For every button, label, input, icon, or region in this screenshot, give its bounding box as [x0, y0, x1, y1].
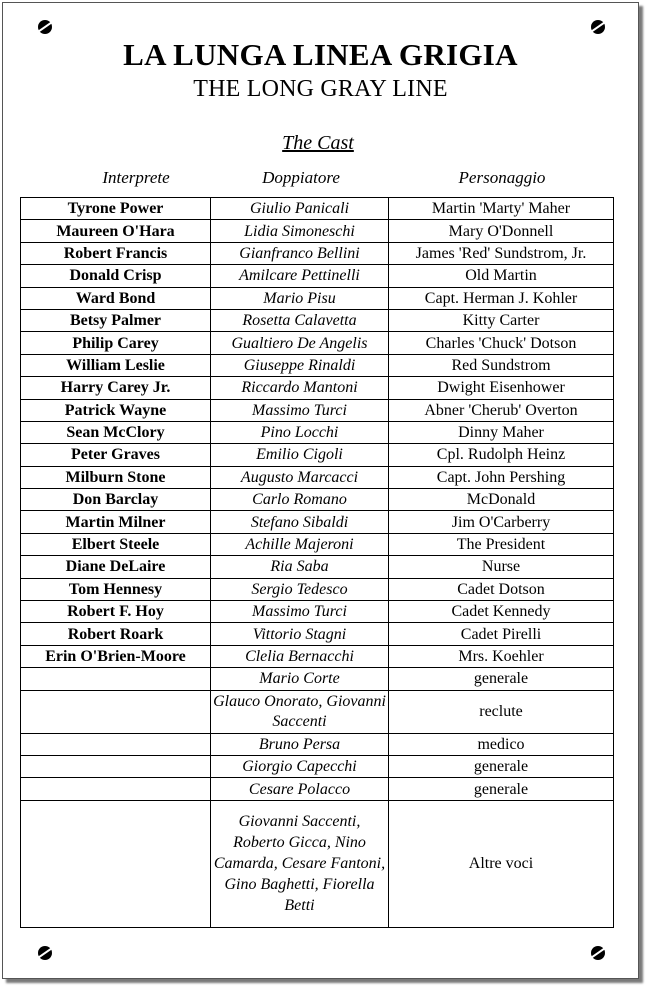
actor-cell: Diane DeLaire [21, 556, 211, 578]
table-row [21, 421, 614, 443]
role-cell: medico [389, 733, 614, 755]
table-row [21, 733, 614, 755]
dubber-cell: Carlo Romano [211, 489, 389, 511]
role-cell: Cadet Pirelli [389, 623, 614, 645]
role-cell: reclute [389, 690, 614, 733]
role-cell: Cadet Kennedy [389, 601, 614, 623]
dubber-cell: Lidia Simoneschi [211, 220, 389, 242]
actor-cell: Peter Graves [21, 444, 211, 466]
role-cell: Capt. Herman J. Kohler [389, 287, 614, 309]
role-cell: The President [389, 533, 614, 555]
table-row [21, 533, 614, 555]
dubber-cell: Riccardo Mantoni [211, 377, 389, 399]
role-cell: Charles 'Chuck' Dotson [389, 332, 614, 354]
actor-cell: Robert Francis [21, 242, 211, 264]
dubber-cell: Glauco Onorato, Giovanni Saccenti [211, 690, 389, 733]
dubber-cell: Massimo Turci [211, 601, 389, 623]
column-header-actor: Interprete [102, 168, 170, 187]
table-row [21, 242, 614, 264]
dubber-cell: Gianfranco Bellini [211, 242, 389, 264]
role-cell: Mrs. Koehler [389, 645, 614, 667]
column-header-dubber: Doppiatore [262, 168, 340, 187]
actor-cell: Tom Hennesy [21, 578, 211, 600]
actor-cell: Betsy Palmer [21, 309, 211, 331]
actor-cell: Tyrone Power [21, 198, 211, 220]
table-row [21, 198, 614, 220]
table-row [21, 220, 614, 242]
role-cell: Kitty Carter [389, 309, 614, 331]
screw-icon [38, 20, 52, 34]
cast-heading: The Cast [282, 132, 354, 154]
screw-icon [38, 946, 52, 960]
dubber-cell: Rosetta Calavetta [211, 309, 389, 331]
dubber-cell: Giovanni Saccenti, Roberto Gicca, Nino Camarda, Cesare Fantoni, Gino Baghetti, Fiorella Betti [211, 800, 389, 927]
role-cell: generale [389, 778, 614, 800]
role-cell: Cadet Dotson [389, 578, 614, 600]
role-cell: Martin 'Marty' Maher [389, 198, 614, 220]
dubber-cell: Clelia Bernacchi [211, 645, 389, 667]
table-row [21, 800, 614, 927]
dubber-cell: Bruno Persa [211, 733, 389, 755]
actor-cell [21, 690, 211, 733]
cast-plaque [2, 2, 639, 979]
table-row [21, 556, 614, 578]
english-title: THE LONG GRAY LINE [193, 76, 448, 102]
role-cell: Dwight Eisenhower [389, 377, 614, 399]
dubber-cell: Vittorio Stagni [211, 623, 389, 645]
role-cell: Altre voci [389, 800, 614, 927]
role-cell: Jim O'Carberry [389, 511, 614, 533]
table-row [21, 399, 614, 421]
table-row [21, 601, 614, 623]
dubber-cell: Pino Locchi [211, 421, 389, 443]
table-row [21, 578, 614, 600]
role-cell: Old Martin [389, 265, 614, 287]
cast-table [20, 197, 614, 928]
table-row [21, 444, 614, 466]
actor-cell: Sean McClory [21, 421, 211, 443]
column-header-role: Personaggio [458, 168, 546, 187]
actor-cell: Martin Milner [21, 511, 211, 533]
role-cell: Red Sundstrom [389, 354, 614, 376]
dubber-cell: Achille Majeroni [211, 533, 389, 555]
table-row [21, 778, 614, 800]
table-row [21, 377, 614, 399]
table-row [21, 287, 614, 309]
role-cell: generale [389, 755, 614, 777]
role-cell: Cpl. Rudolph Heinz [389, 444, 614, 466]
dubber-cell: Ria Saba [211, 556, 389, 578]
dubber-cell: Gualtiero De Angelis [211, 332, 389, 354]
actor-cell: Maureen O'Hara [21, 220, 211, 242]
actor-cell: Robert Roark [21, 623, 211, 645]
role-cell: Capt. John Pershing [389, 466, 614, 488]
actor-cell: Donald Crisp [21, 265, 211, 287]
dubber-cell: Amilcare Pettinelli [211, 265, 389, 287]
dubber-cell: Giulio Panicali [211, 198, 389, 220]
role-cell: James 'Red' Sundstrom, Jr. [389, 242, 614, 264]
table-row [21, 668, 614, 690]
actor-cell: Robert F. Hoy [21, 601, 211, 623]
table-row [21, 309, 614, 331]
actor-cell [21, 778, 211, 800]
table-row [21, 354, 614, 376]
dubber-cell: Augusto Marcacci [211, 466, 389, 488]
role-cell: Dinny Maher [389, 421, 614, 443]
table-row [21, 265, 614, 287]
dubber-cell: Stefano Sibaldi [211, 511, 389, 533]
actor-cell: Patrick Wayne [21, 399, 211, 421]
actor-cell [21, 755, 211, 777]
table-row [21, 332, 614, 354]
actor-cell: Ward Bond [21, 287, 211, 309]
screw-icon [591, 946, 605, 960]
italian-title: LA LUNGA LINEA GRIGIA [123, 37, 518, 72]
table-row [21, 489, 614, 511]
dubber-cell: Cesare Polacco [211, 778, 389, 800]
actor-cell: Milburn Stone [21, 466, 211, 488]
screw-icon [591, 20, 605, 34]
actor-cell [21, 800, 211, 927]
dubber-cell: Mario Pisu [211, 287, 389, 309]
role-cell: Mary O'Donnell [389, 220, 614, 242]
dubber-cell: Emilio Cigoli [211, 444, 389, 466]
actor-cell: Erin O'Brien-Moore [21, 645, 211, 667]
dubber-cell: Giorgio Capecchi [211, 755, 389, 777]
actor-cell: Elbert Steele [21, 533, 211, 555]
actor-cell: William Leslie [21, 354, 211, 376]
actor-cell [21, 733, 211, 755]
dubber-cell: Giuseppe Rinaldi [211, 354, 389, 376]
dubber-cell: Massimo Turci [211, 399, 389, 421]
table-row [21, 466, 614, 488]
table-row [21, 623, 614, 645]
role-cell: generale [389, 668, 614, 690]
actor-cell: Don Barclay [21, 489, 211, 511]
dubber-cell: Mario Corte [211, 668, 389, 690]
actor-cell: Harry Carey Jr. [21, 377, 211, 399]
role-cell: Abner 'Cherub' Overton [389, 399, 614, 421]
role-cell: Nurse [389, 556, 614, 578]
table-row [21, 690, 614, 733]
actor-cell: Philip Carey [21, 332, 211, 354]
actor-cell [21, 668, 211, 690]
table-row [21, 511, 614, 533]
role-cell: McDonald [389, 489, 614, 511]
dubber-cell: Sergio Tedesco [211, 578, 389, 600]
table-row [21, 755, 614, 777]
table-row [21, 645, 614, 667]
